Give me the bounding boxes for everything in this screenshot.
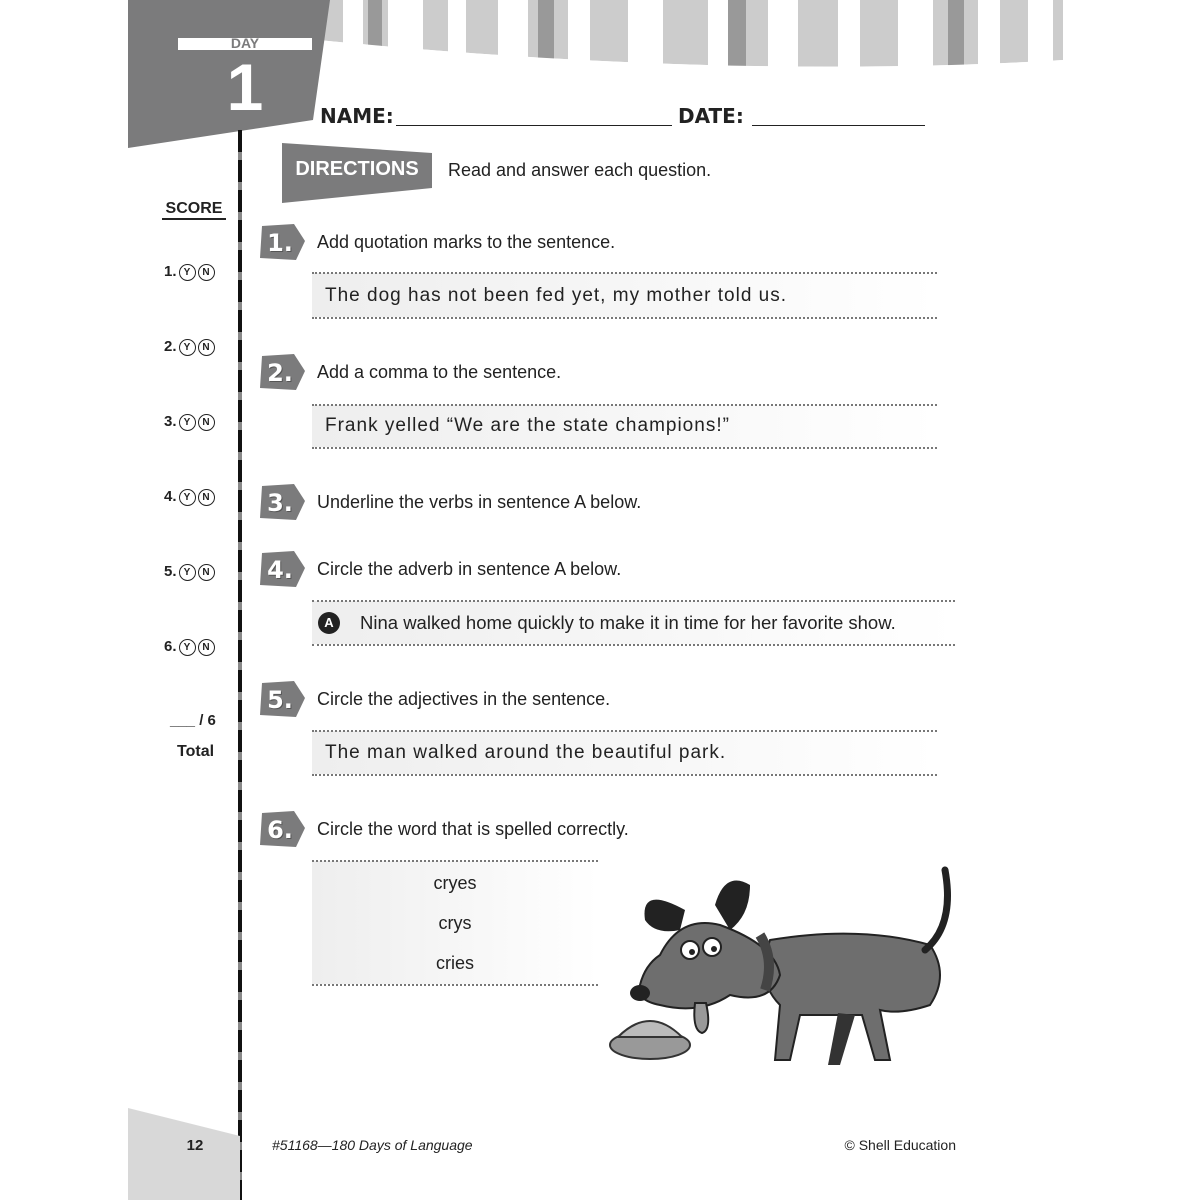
dotted-line [312, 984, 598, 986]
directions-badge: DIRECTIONS [295, 158, 419, 180]
question-3-prompt: Underline the verbs in sentence A below. [317, 492, 642, 512]
dotted-line [312, 447, 937, 449]
dotted-line [312, 272, 937, 274]
yes-circle[interactable]: Y [179, 339, 196, 356]
question-5-sentence[interactable]: The man walked around the beautiful park. [325, 742, 727, 763]
option-cries[interactable]: cries [435, 953, 474, 973]
sentence-a-marker: A [318, 612, 340, 634]
dotted-line [312, 644, 955, 646]
no-circle[interactable]: N [198, 639, 215, 656]
page-number: 12 [186, 1137, 204, 1154]
no-circle[interactable]: N [198, 489, 215, 506]
footer-book-title: #51168—180 Days of Language [272, 1137, 473, 1153]
footer-publisher: © Shell Education [844, 1137, 956, 1153]
yes-circle[interactable]: Y [179, 264, 196, 281]
dotted-line [312, 860, 598, 862]
page-number-tab [128, 1108, 240, 1200]
dotted-line [312, 317, 937, 319]
question-2-prompt: Add a comma to the sentence. [317, 362, 562, 382]
date-label: DATE: [678, 104, 744, 128]
day-number: 1 [226, 50, 264, 124]
score-item-6: 6. Y N [164, 638, 215, 656]
date-field[interactable] [752, 125, 925, 126]
score-item-4: 4. Y N [164, 488, 215, 506]
no-circle[interactable]: N [198, 414, 215, 431]
score-total-blank: ___ / 6 [170, 712, 216, 729]
question-number-badge: 4. [260, 551, 306, 589]
question-number-badge: 1. [260, 224, 306, 262]
dotted-line [312, 600, 955, 602]
yes-circle[interactable]: Y [179, 414, 196, 431]
question-number-badge: 6. [260, 811, 306, 849]
no-circle[interactable]: N [198, 339, 215, 356]
score-item-5: 5. Y N [164, 563, 215, 581]
directions-text: Read and answer each question. [448, 160, 712, 180]
dog-illustration [600, 865, 960, 1080]
dotted-line [312, 404, 937, 406]
no-circle[interactable]: N [198, 564, 215, 581]
score-item-2: 2. Y N [164, 338, 215, 356]
question-4-prompt: Circle the adverb in sentence A below. [317, 559, 622, 579]
no-circle[interactable]: N [198, 264, 215, 281]
option-cryes[interactable]: cryes [433, 873, 477, 893]
name-field[interactable] [396, 125, 672, 126]
score-total-label: Total [177, 743, 215, 760]
question-2-sentence[interactable]: Frank yelled “We are the state champions!” [325, 415, 730, 436]
yes-circle[interactable]: Y [179, 489, 196, 506]
margin-divider [238, 130, 242, 1200]
question-number-badge: 2. [260, 354, 306, 392]
question-number-badge: 5. [260, 681, 306, 719]
dotted-line [312, 730, 937, 732]
dotted-line [312, 774, 937, 776]
score-title: SCORE [162, 200, 226, 220]
question-5-prompt: Circle the adjectives in the sentence. [317, 689, 611, 709]
score-item-3: 3. Y N [164, 413, 215, 431]
yes-circle[interactable]: Y [179, 564, 196, 581]
question-1-prompt: Add quotation marks to the sentence. [317, 232, 616, 252]
option-crys[interactable]: crys [438, 913, 472, 933]
question-6-prompt: Circle the word that is spelled correctly. [317, 819, 629, 839]
name-label: NAME: [320, 104, 394, 128]
question-1-sentence[interactable]: The dog has not been fed yet, my mother told us. [325, 285, 788, 306]
day-label: DAY [230, 35, 260, 51]
question-number-badge: 3. [260, 484, 306, 522]
yes-circle[interactable]: Y [179, 639, 196, 656]
score-item-1: 1. Y N [164, 263, 215, 281]
question-4-sentence[interactable]: Nina walked home quickly to make it in time for her favorite show. [360, 612, 896, 633]
